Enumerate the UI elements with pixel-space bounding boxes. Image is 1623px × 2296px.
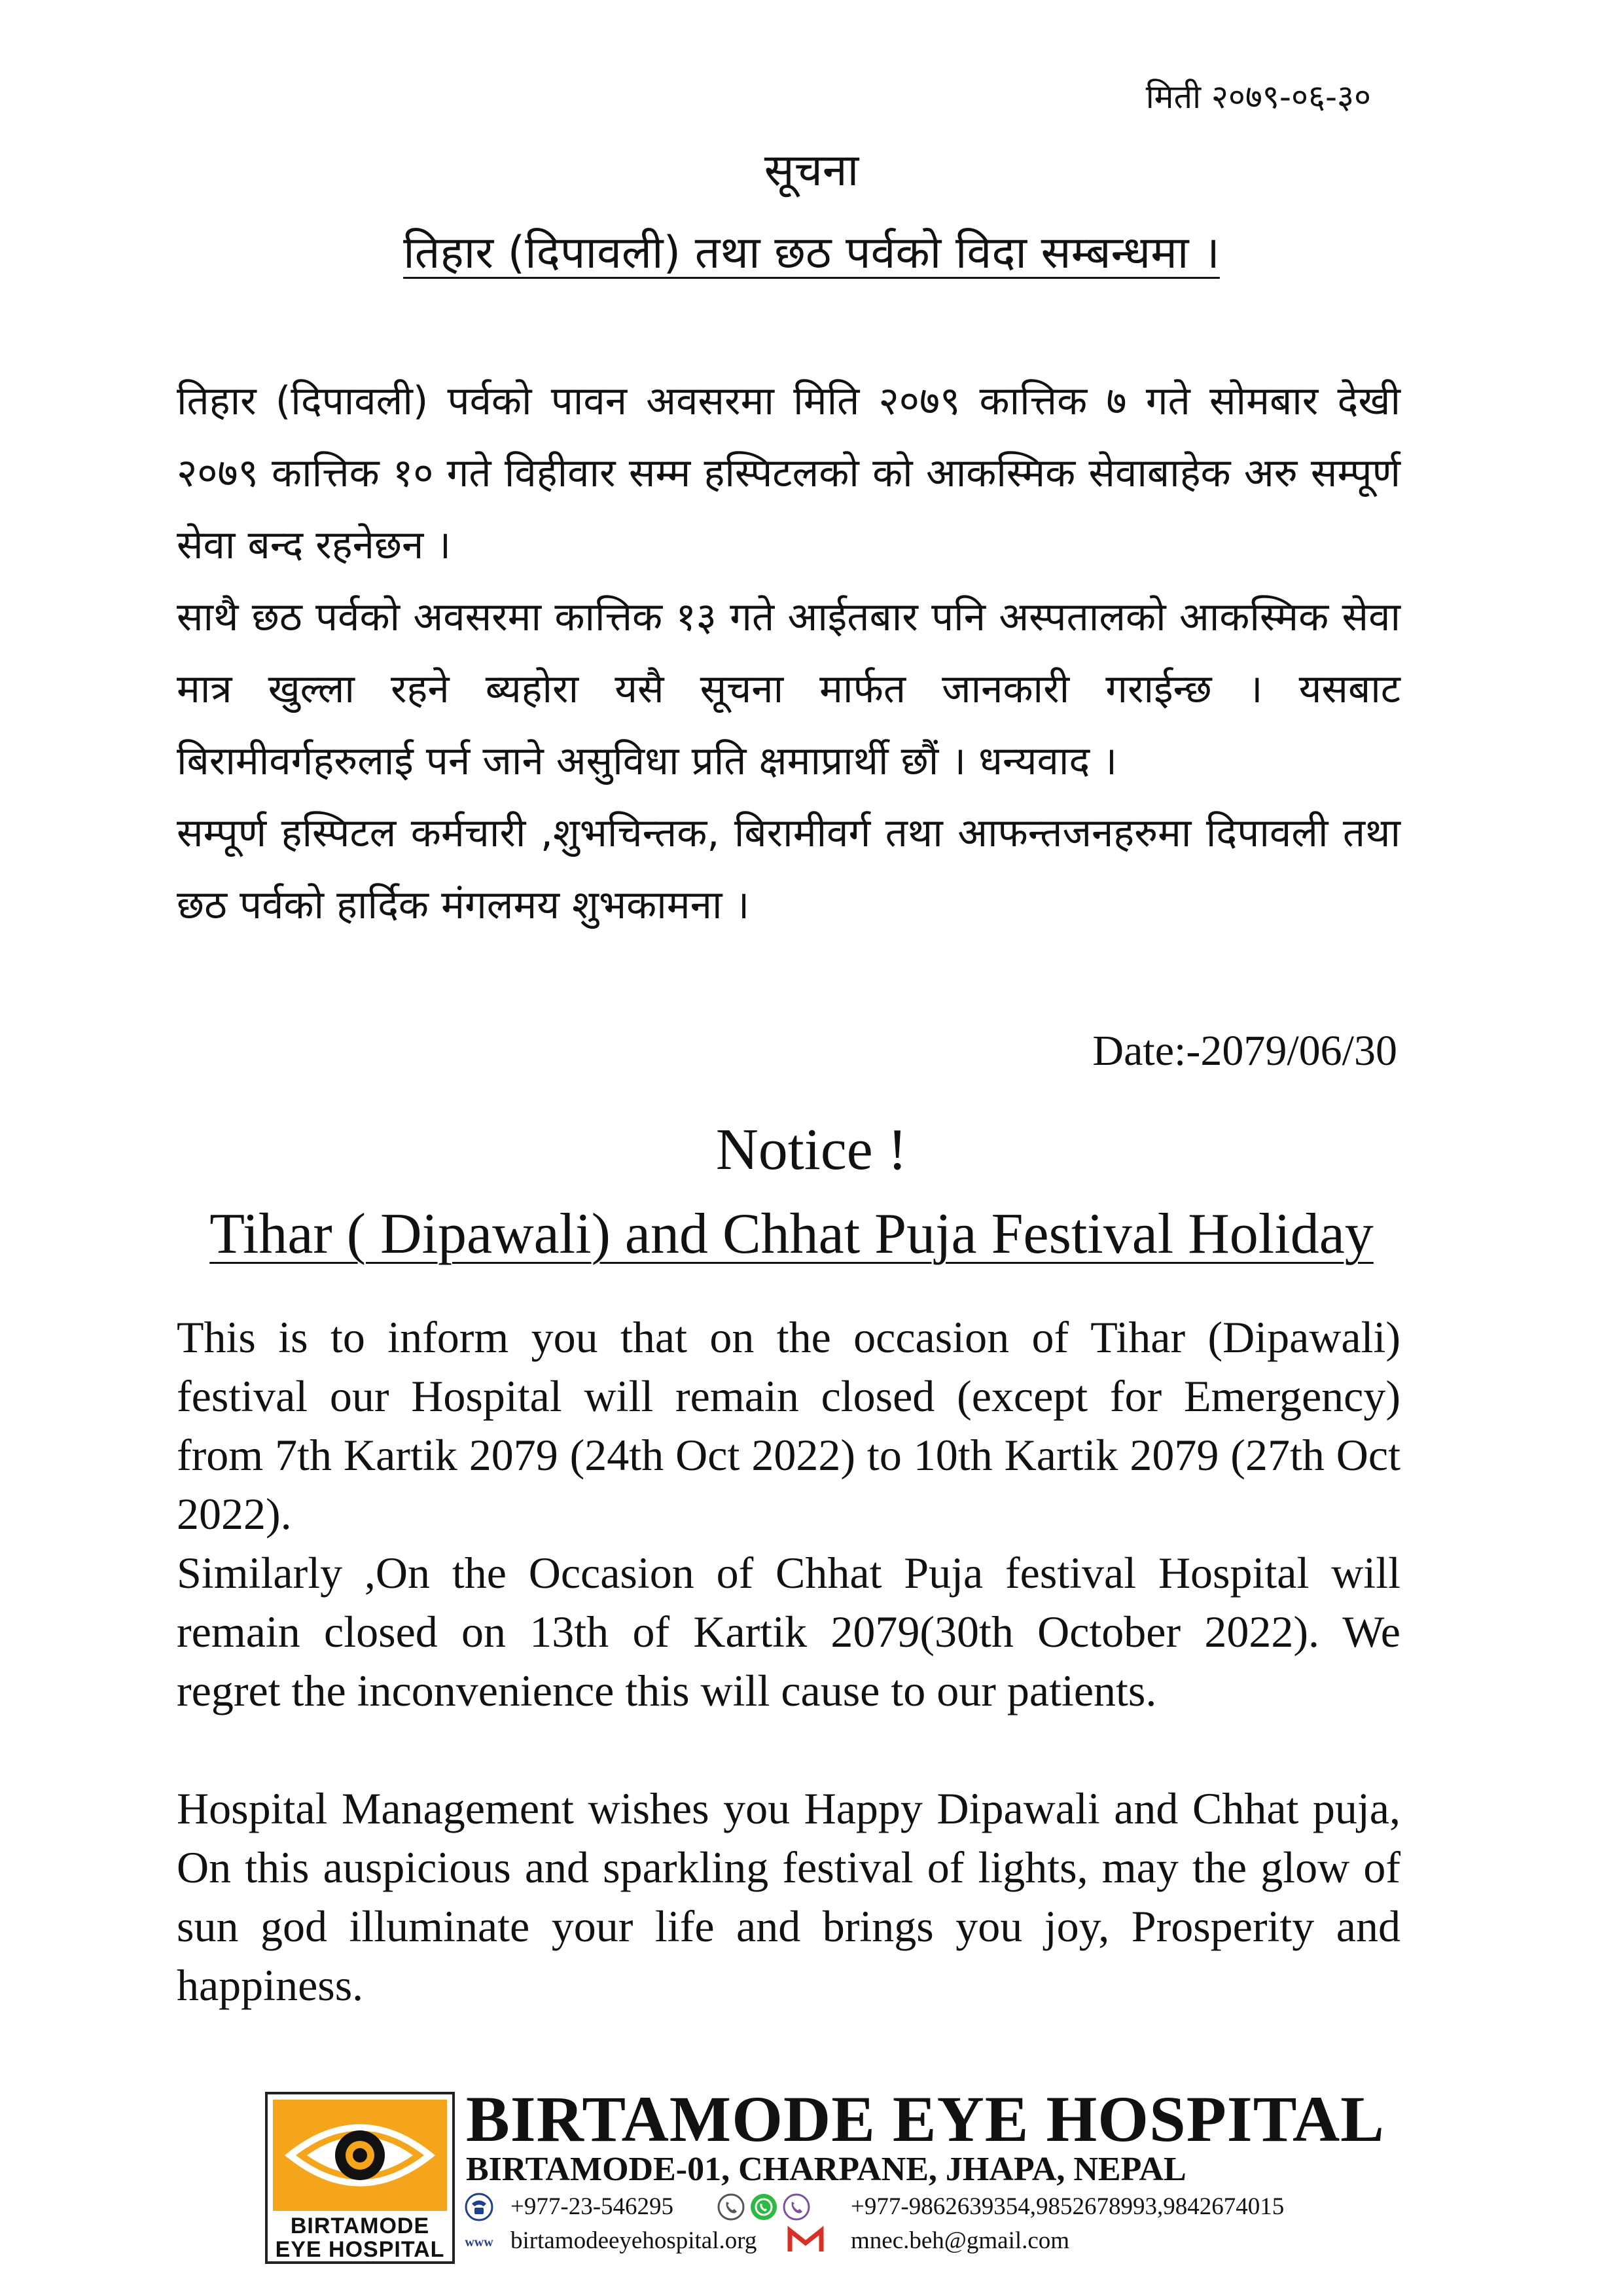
nepali-subject: तिहार (दिपावली) तथा छठ पर्वको विदा सम्बन्धमा । bbox=[403, 227, 1220, 279]
nepali-paragraph: साथै छठ पर्वको अवसरमा कात्तिक १३ गते आईतबार पनि अस्पतालको आकस्मिक सेवा मात्र खुल्ला रहने ब्यहोरा यसै सूचना मार्फत जानकारी गराईन्छ । यसबाट बिरामीवर्गहरुलाई पर्न जाने असुविधा प्रति क्षमाप्रार्थी छौं । धन्यवाद । bbox=[177, 594, 1400, 784]
nepali-subject-wrap bbox=[0, 220, 1623, 281]
eye-icon bbox=[273, 2100, 447, 2211]
phone-number: +977-23-546295 bbox=[510, 2193, 674, 2220]
nepali-paragraph: तिहार (दिपावली) पर्वको पावन अवसरमा मिति २०७९ कात्तिक ७ गते सोमबार देखी २०७९ कात्तिक १० गते विहीवार सम्म हस्पिटलको को आकस्मिक सेवाबाहेक अरु सम्पूर्ण सेवा बन्द रहनेछन । bbox=[177, 378, 1400, 568]
english-paragraph: Hospital Management wishes you Happy Dipawali and Chhat puja, On this auspicious and sparkling festival of lights, may the glow of sun god illuminate your life and brings you joy, Prosperity and happiness. bbox=[177, 1784, 1400, 2010]
viber-icon bbox=[782, 2193, 811, 2221]
english-subject: Tihar ( Dipawali) and Chhat Puja Festival Holiday bbox=[209, 1202, 1374, 1266]
logo-line-1: BIRTAMODE bbox=[290, 2214, 430, 2238]
nepali-title: सूचना bbox=[764, 145, 859, 196]
logo-emblem bbox=[273, 2100, 447, 2211]
nepali-paragraph: सम्पूर्ण हस्पिटल कर्मचारी ,शुभचिन्तक, बिरामीवर्ग तथा आफन्तजनहरुमा दिपावली तथा छठ पर्वको हार्दिक मंगलमय शुभकामना । bbox=[177, 810, 1400, 928]
logo-line-2: EYE HOSPITAL bbox=[275, 2237, 445, 2262]
web-icon bbox=[465, 2227, 493, 2255]
svg-text:www: www bbox=[465, 2235, 493, 2250]
hospital-logo bbox=[265, 2092, 455, 2264]
gmail-icon bbox=[787, 2225, 824, 2255]
email[interactable]: mnec.beh@gmail.com bbox=[851, 2227, 1070, 2254]
mobile-numbers: +977-9862639354,9852678993,9842674015 bbox=[851, 2193, 1285, 2220]
hospital-name: BIRTAMODE EYE HOSPITAL bbox=[466, 2083, 1385, 2155]
english-paragraph: This is to inform you that on the occasion of Tihar (Dipawali) festival our Hospital will remain closed (except for Emergency) from 7th Kartik 2079 (24th Oct 2022) to 10th Kartik 2079 (27th Oct 2022). bbox=[177, 1312, 1400, 1539]
telephone-icon bbox=[465, 2193, 493, 2221]
website[interactable]: birtamodeeyehospital.org bbox=[510, 2227, 757, 2254]
nepali-date: मिती २०७९-०६-३० bbox=[1145, 78, 1371, 116]
english-paragraph: Similarly ,On the Occasion of Chhat Puja festival Hospital will remain closed on 13th of Kartik 2079(30th October 2022). We regret the inconvenience this will cause to our patients. bbox=[177, 1548, 1400, 1715]
english-date: Date:-2079/06/30 bbox=[1092, 1027, 1397, 1075]
paragraph-gap bbox=[177, 1720, 1400, 1779]
english-body bbox=[177, 1308, 1400, 2015]
viber-icon bbox=[717, 2193, 745, 2221]
nepali-body bbox=[177, 365, 1400, 941]
whatsapp-icon bbox=[749, 2193, 778, 2221]
hospital-address: BIRTAMODE-01, CHARPANE, JHAPA, NEPAL bbox=[466, 2151, 1186, 2188]
english-title: Notice ! bbox=[715, 1117, 908, 1182]
